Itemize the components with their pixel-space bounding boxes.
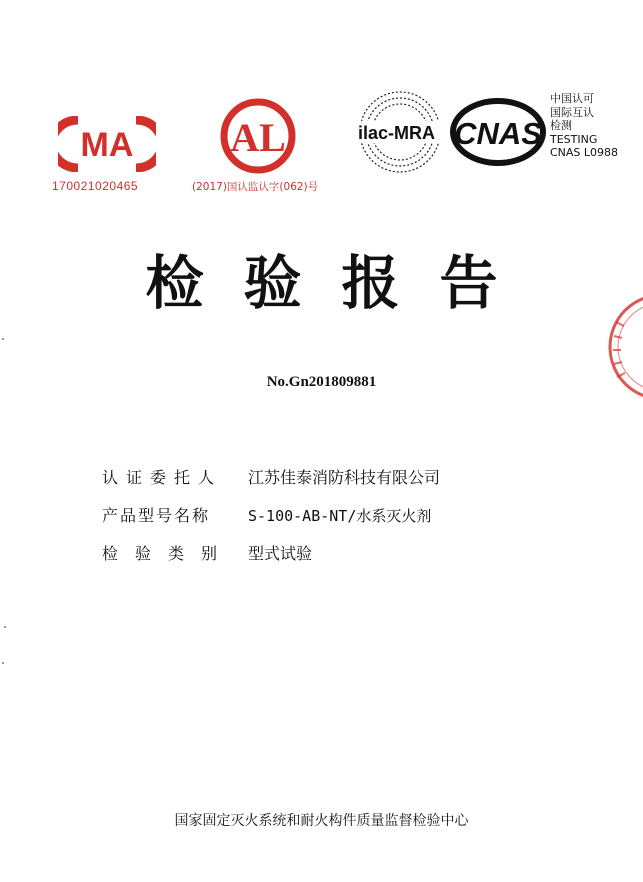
cnas-line: TESTING xyxy=(550,132,598,146)
scan-speck xyxy=(4,626,6,628)
client-label: 认证委托人 xyxy=(102,468,223,487)
scan-speck xyxy=(2,662,4,664)
ma-certificate-number: 170021020465 xyxy=(52,179,139,193)
cnas-logo xyxy=(448,96,548,168)
info-row-client xyxy=(102,465,440,503)
client-value: 江苏佳泰消防科技有限公司 xyxy=(248,468,441,487)
cnas-logo-text: CNAS xyxy=(454,116,542,151)
product-value: S-100-AB-NT/水系灭火剂 xyxy=(248,507,432,525)
type-label: 检验类别 xyxy=(102,544,235,563)
cnas-accreditation-text xyxy=(550,92,640,160)
info-row-type xyxy=(102,541,440,579)
report-title xyxy=(0,236,643,320)
product-label: 产品型号名称 xyxy=(102,506,211,525)
al-certificate-number: (2017)国认监认字(062)号 xyxy=(192,181,319,193)
title-char: 告 xyxy=(439,249,498,317)
title-char: 报 xyxy=(341,249,400,317)
cnas-line: 检测 xyxy=(550,119,572,132)
report-info xyxy=(102,465,440,579)
cnas-line: CNAS L0988 xyxy=(550,146,619,159)
issuing-organization: 国家固定灭火系统和耐火构件质量监督检验中心 xyxy=(174,813,469,829)
title-char: 验 xyxy=(243,249,302,317)
scan-speck xyxy=(2,338,4,340)
cnas-line: 中国认可 xyxy=(550,92,594,105)
info-row-product xyxy=(102,503,440,541)
report-number: No.Gn201809881 xyxy=(266,374,377,390)
al-logo-text: AL xyxy=(230,115,286,160)
official-seal-stamp xyxy=(600,292,643,402)
title-char: 检 xyxy=(145,249,204,317)
ilac-logo-text: ilac-MRA xyxy=(358,123,436,143)
ma-certification-logo xyxy=(58,116,156,172)
al-certification-logo xyxy=(210,96,306,176)
cnas-line: 国际互认 xyxy=(550,105,594,119)
type-value: 型式试验 xyxy=(248,544,313,563)
ma-logo-text: MA xyxy=(80,126,134,164)
ilac-mra-logo xyxy=(356,88,454,176)
